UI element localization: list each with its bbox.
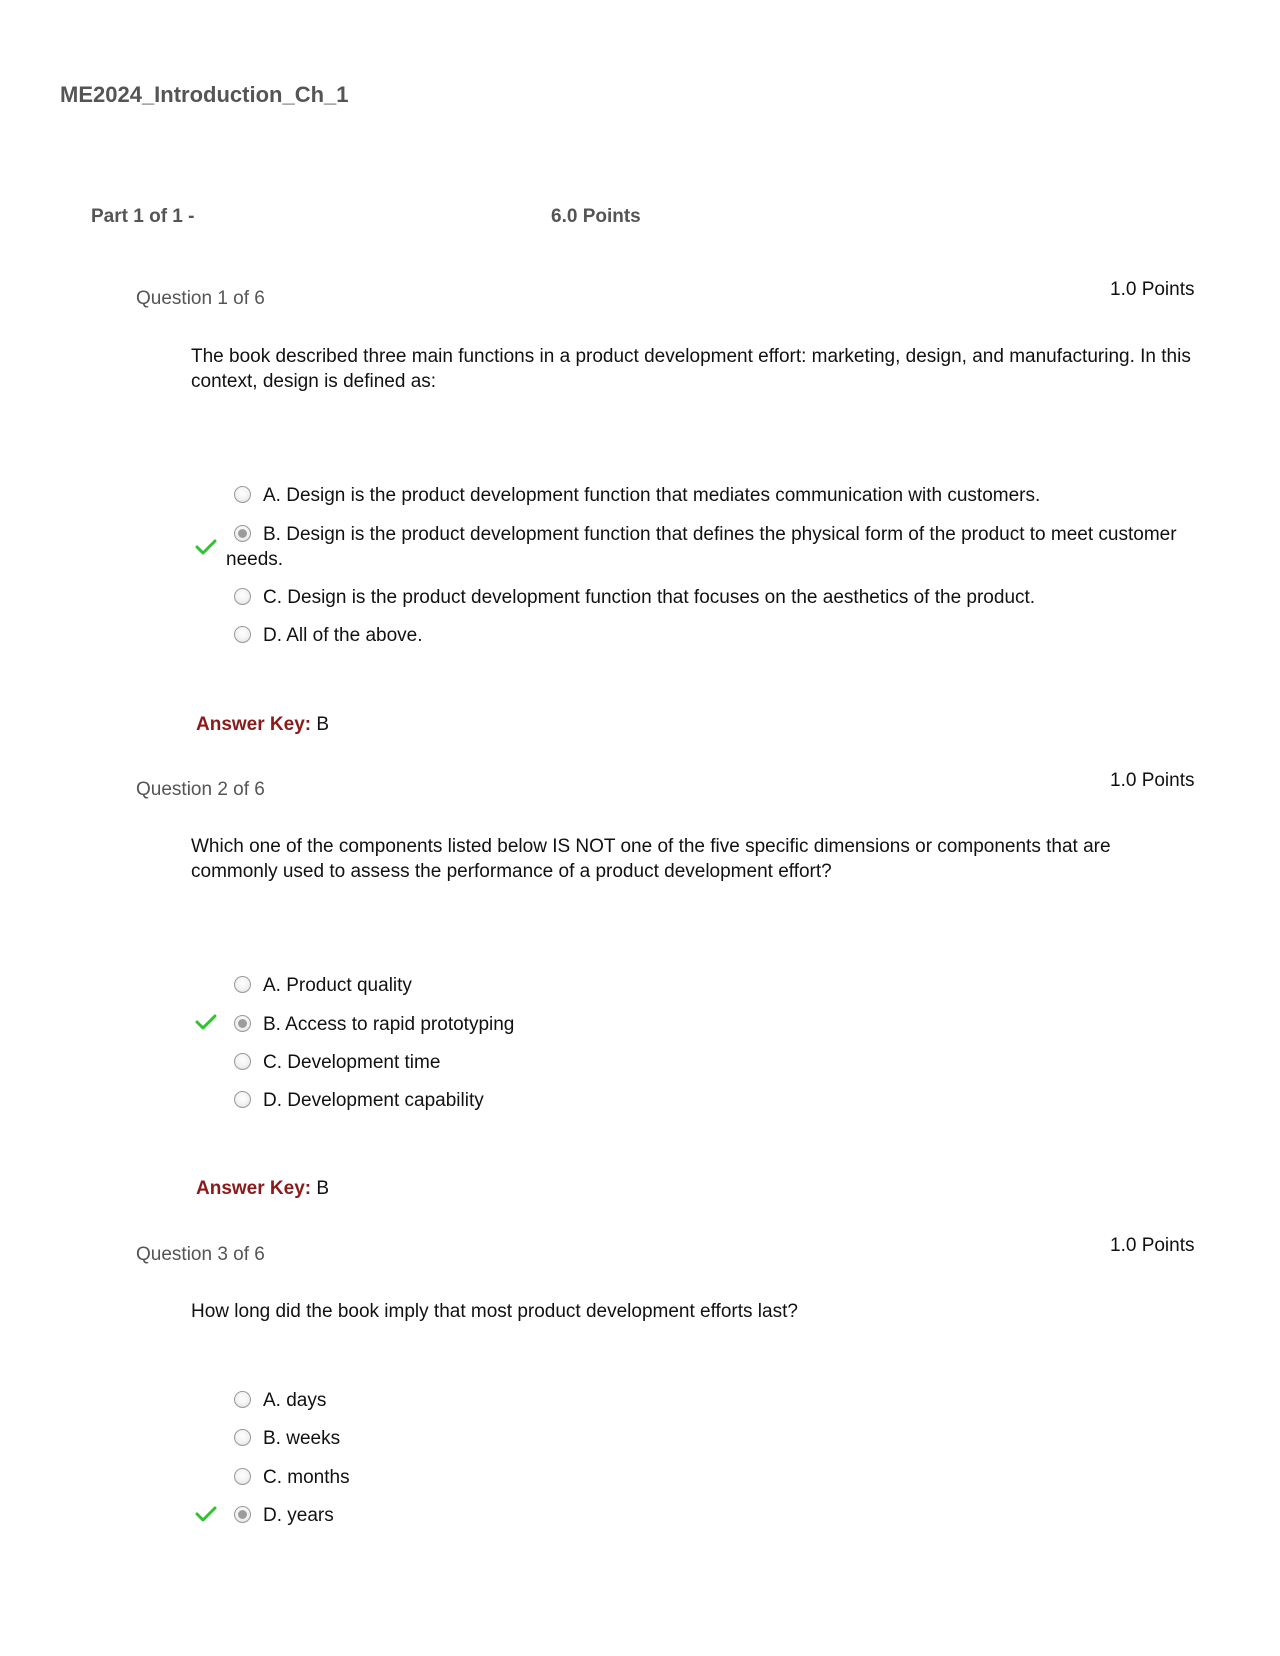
radio-button[interactable]: [234, 486, 251, 503]
option-a[interactable]: [226, 483, 1186, 508]
question-number: Question 2 of 6: [136, 779, 265, 800]
answer-key-value: B: [316, 714, 330, 735]
checkmark-icon: [195, 1505, 217, 1523]
option-label: B. Access to rapid prototyping: [263, 1014, 515, 1035]
option-label: A. Product quality: [263, 975, 412, 996]
option-a[interactable]: [226, 973, 1186, 998]
option-c[interactable]: [226, 585, 1186, 610]
part-points: 6.0 Points: [551, 206, 641, 227]
question-text: Which one of the components listed below IS NOT one of the five specific dimensions or components that are commonly used to assess the performance of a product development effort?: [191, 836, 1111, 882]
option-label: D. All of the above.: [263, 625, 423, 646]
question-text: How long did the book imply that most product development efforts last?: [191, 1301, 798, 1322]
radio-button[interactable]: [234, 1053, 251, 1070]
question-points: 1.0 Points: [1110, 1235, 1195, 1256]
option-label: C. Design is the product development function that focuses on the aesthetics of the product.: [263, 587, 1036, 608]
option-d[interactable]: [226, 1503, 1186, 1528]
option-label: B. Design is the product development function that defines the physical form of the product to meet customer needs.: [226, 524, 1177, 570]
radio-button-selected[interactable]: [234, 1015, 251, 1032]
answer-key-label: Answer Key:: [196, 714, 312, 735]
radio-button[interactable]: [234, 1468, 251, 1485]
checkmark-icon: [195, 1013, 217, 1031]
option-c[interactable]: [226, 1050, 1186, 1075]
option-b[interactable]: [226, 1426, 1186, 1451]
radio-button[interactable]: [234, 1091, 251, 1108]
radio-button[interactable]: [234, 626, 251, 643]
radio-button[interactable]: [234, 1391, 251, 1408]
radio-button-selected[interactable]: [234, 525, 251, 542]
option-b[interactable]: [226, 1012, 1186, 1037]
radio-button[interactable]: [234, 588, 251, 605]
answer-key-value: B: [316, 1178, 330, 1199]
radio-button-selected[interactable]: [234, 1506, 251, 1523]
answer-key: [196, 714, 329, 736]
option-label: D. Development capability: [263, 1090, 484, 1111]
option-label: A. days: [263, 1390, 327, 1411]
option-c[interactable]: [226, 1465, 1186, 1490]
question-number: Question 1 of 6: [136, 288, 265, 309]
question-text: The book described three main functions in a product development effort: marketing, design, and manufacturing. In this context, design is defined as:: [191, 346, 1191, 392]
option-label: D. years: [263, 1505, 334, 1526]
radio-button[interactable]: [234, 1429, 251, 1446]
option-d[interactable]: [226, 623, 1186, 648]
question-number: Question 3 of 6: [136, 1244, 265, 1265]
option-label: C. Development time: [263, 1052, 441, 1073]
option-label: A. Design is the product development function that mediates communication with customers.: [263, 485, 1041, 506]
question-points: 1.0 Points: [1110, 770, 1195, 791]
option-b[interactable]: [226, 522, 1186, 572]
option-d[interactable]: [226, 1088, 1186, 1113]
answer-key: [196, 1178, 329, 1200]
option-label: C. months: [263, 1467, 350, 1488]
checkmark-icon: [195, 538, 217, 556]
part-label: Part 1 of 1 -: [91, 206, 195, 227]
option-a[interactable]: [226, 1388, 1186, 1413]
question-points: 1.0 Points: [1110, 279, 1195, 300]
page-title: ME2024_Introduction_Ch_1: [60, 82, 349, 107]
radio-button[interactable]: [234, 976, 251, 993]
option-label: B. weeks: [263, 1428, 341, 1449]
answer-key-label: Answer Key:: [196, 1178, 312, 1199]
